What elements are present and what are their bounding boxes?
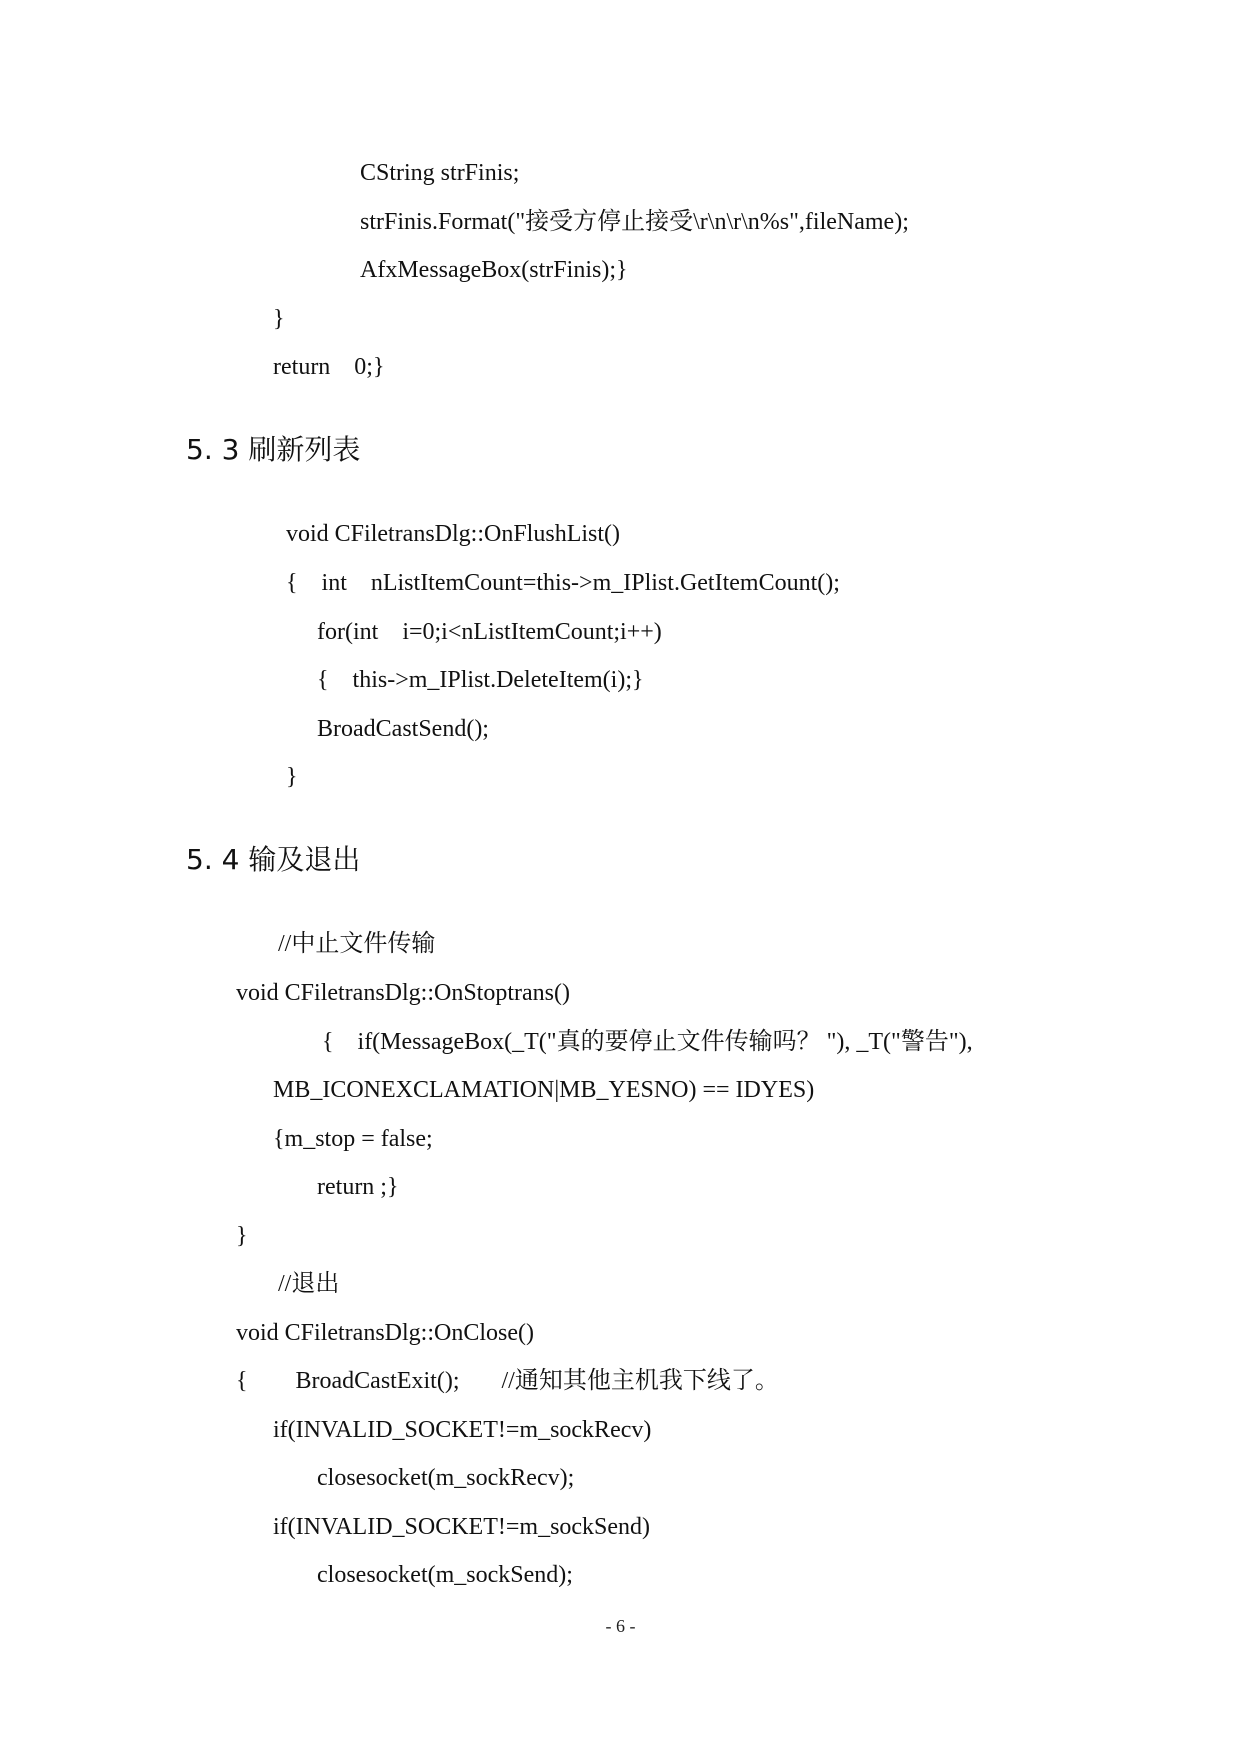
code-line: void CFiletransDlg::OnFlushList(): [286, 521, 621, 547]
code-line: BroadCastSend();: [317, 716, 489, 742]
code-line: for(int i=0;i<nListItemCount;i++): [317, 619, 662, 645]
code-line: strFinis.Format("接受方停止接受\r\n\r\n%s",fileName);: [360, 209, 909, 235]
code-line: MB_ICONEXCLAMATION|MB_YESNO) == IDYES): [273, 1077, 815, 1103]
section-heading: 5. 4 输及退出: [186, 843, 361, 876]
code-line: void CFiletransDlg::OnClose(): [236, 1320, 534, 1346]
code-line: }: [273, 306, 285, 332]
code-line: return ;}: [317, 1174, 399, 1200]
code-line: { BroadCastExit(); //通知其他主机我下线了。: [236, 1368, 779, 1394]
page-number: - 6 -: [605, 1616, 636, 1636]
code-line: {m_stop = false;: [273, 1126, 433, 1152]
code-line: { if(MessageBox(_T("真的要停止文件传输吗？ "), _T("警告"),: [322, 1029, 973, 1055]
code-comment: //退出: [278, 1271, 340, 1297]
code-line: }: [236, 1223, 248, 1249]
code-line: }: [286, 764, 298, 790]
code-line: { this->m_IPlist.DeleteItem(i);}: [317, 667, 644, 693]
code-line: if(INVALID_SOCKET!=m_sockSend): [273, 1514, 651, 1540]
code-line: if(INVALID_SOCKET!=m_sockRecv): [273, 1417, 652, 1443]
code-line: CString strFinis;: [360, 160, 520, 186]
code-comment: //中止文件传输: [278, 931, 436, 957]
code-line: return 0;}: [273, 354, 385, 380]
code-line: closesocket(m_sockRecv);: [317, 1465, 575, 1491]
code-line: { int nListItemCount=this->m_IPlist.GetItemCount();: [286, 570, 840, 596]
code-line: closesocket(m_sockSend);: [317, 1562, 573, 1588]
section-heading: 5. 3 刷新列表: [186, 433, 361, 466]
code-line: AfxMessageBox(strFinis);}: [360, 257, 628, 283]
code-line: void CFiletransDlg::OnStoptrans(): [236, 980, 570, 1006]
